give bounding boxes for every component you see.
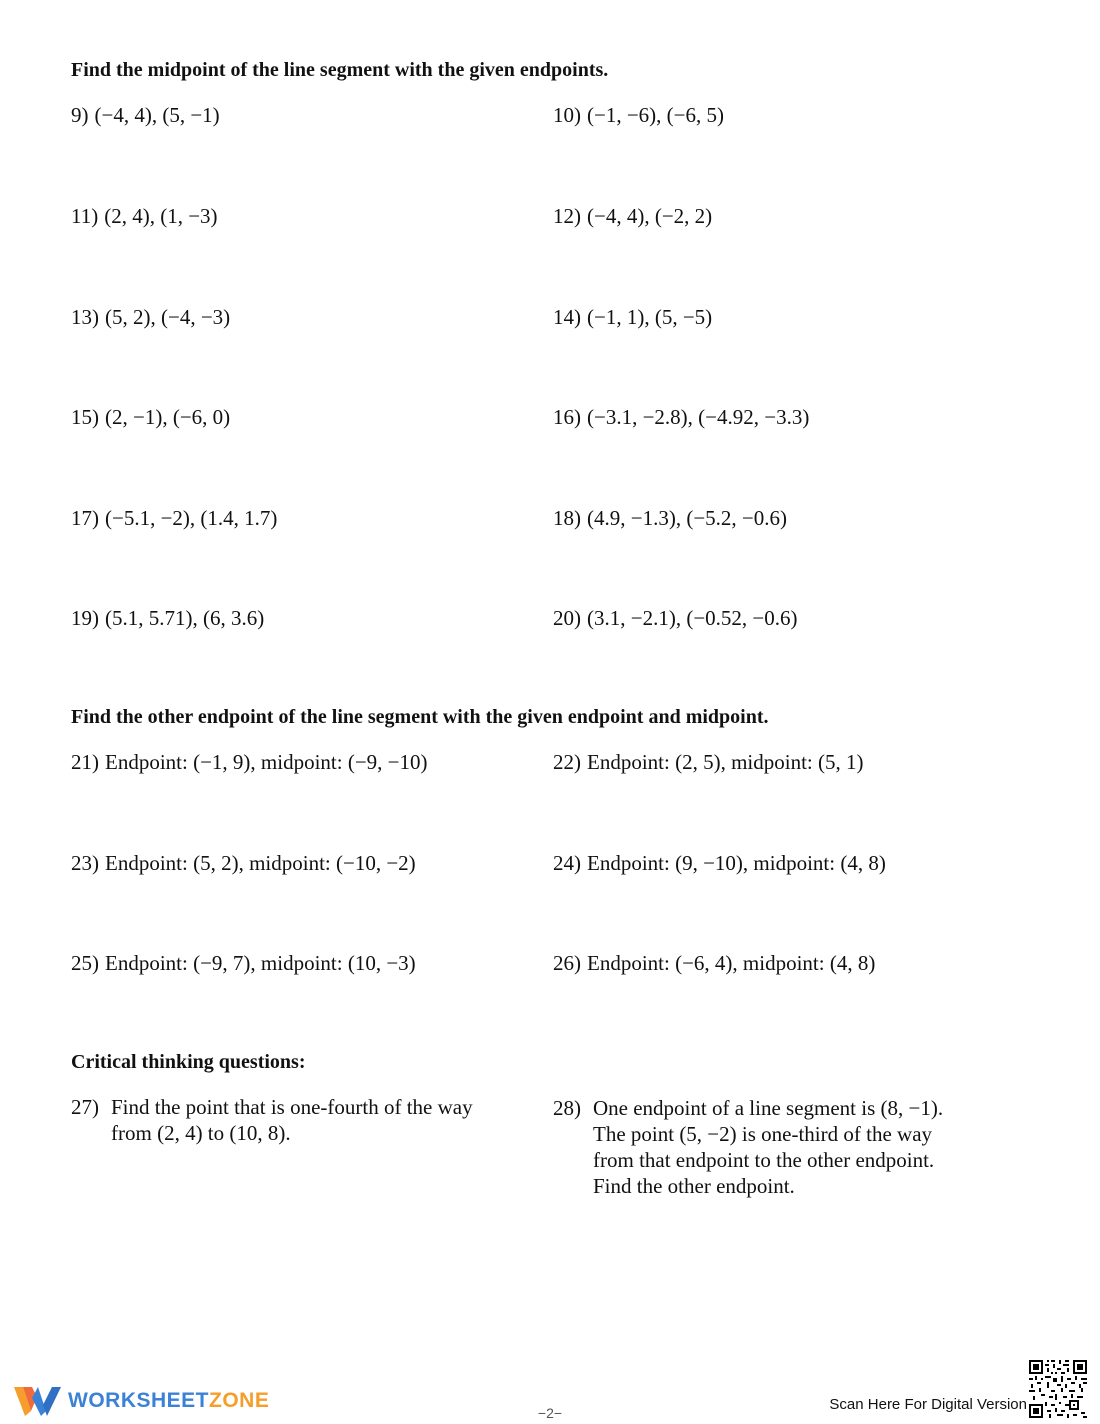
problem-10: 10) (−1, −6), (−6, 5) xyxy=(553,103,725,127)
problem-text: One endpoint of a line segment is (8, −1). The point (5, −2) is one-third of the way from that endpoint to the other endpoint. Find the other endpoint. xyxy=(593,1096,944,1198)
scan-prompt: Scan Here For Digital Version xyxy=(829,1396,1027,1413)
problem-17: 17) (−5.1, −2), (1.4, 1.7) xyxy=(71,506,278,530)
problem-11: 11) (2, 4), (1, −3) xyxy=(71,204,218,228)
problem-20: 20) (3.1, −2.1), (−0.52, −0.6) xyxy=(553,606,798,630)
problem-text: Find the point that is one-fourth of the way from (2, 4) to (10, 8). xyxy=(111,1095,473,1145)
section-heading-midpoint: Find the midpoint of the line segment with the given endpoints. xyxy=(71,59,609,81)
problem-26: 26) Endpoint: (−6, 4), midpoint: (4, 8) xyxy=(553,951,876,975)
page-number: −2− xyxy=(537,1405,563,1421)
problem-12: 12) (−4, 4), (−2, 2) xyxy=(553,204,713,228)
problem-19: 19) (5.1, 5.71), (6, 3.6) xyxy=(71,606,265,630)
logo-wordmark: WORKSHEETZONE xyxy=(68,1389,270,1412)
problem-21: 21) Endpoint: (−1, 9), midpoint: (−9, −10) xyxy=(71,750,428,774)
problem-18: 18) (4.9, −1.3), (−5.2, −0.6) xyxy=(553,506,788,530)
problem-13: 13) (5, 2), (−4, −3) xyxy=(71,305,231,329)
problem-number: 27) xyxy=(71,1095,99,1119)
problem-15: 15) (2, −1), (−6, 0) xyxy=(71,405,231,429)
problem-16: 16) (−3.1, −2.8), (−4.92, −3.3) xyxy=(553,405,810,429)
section-heading-critical-thinking: Critical thinking questions: xyxy=(71,1051,306,1073)
problem-number: 28) xyxy=(553,1096,581,1120)
qr-code-icon[interactable] xyxy=(1029,1360,1087,1418)
problem-23: 23) Endpoint: (5, 2), midpoint: (−10, −2) xyxy=(71,851,416,875)
problem-25: 25) Endpoint: (−9, 7), midpoint: (10, −3) xyxy=(71,951,416,975)
problem-14: 14) (−1, 1), (5, −5) xyxy=(553,305,713,329)
problem-9: 9) (−4, 4), (5, −1) xyxy=(71,103,220,127)
section-heading-endpoint: Find the other endpoint of the line segment with the given endpoint and midpoint. xyxy=(71,706,769,728)
problem-24: 24) Endpoint: (9, −10), midpoint: (4, 8) xyxy=(553,851,886,875)
problem-22: 22) Endpoint: (2, 5), midpoint: (5, 1) xyxy=(553,750,864,774)
